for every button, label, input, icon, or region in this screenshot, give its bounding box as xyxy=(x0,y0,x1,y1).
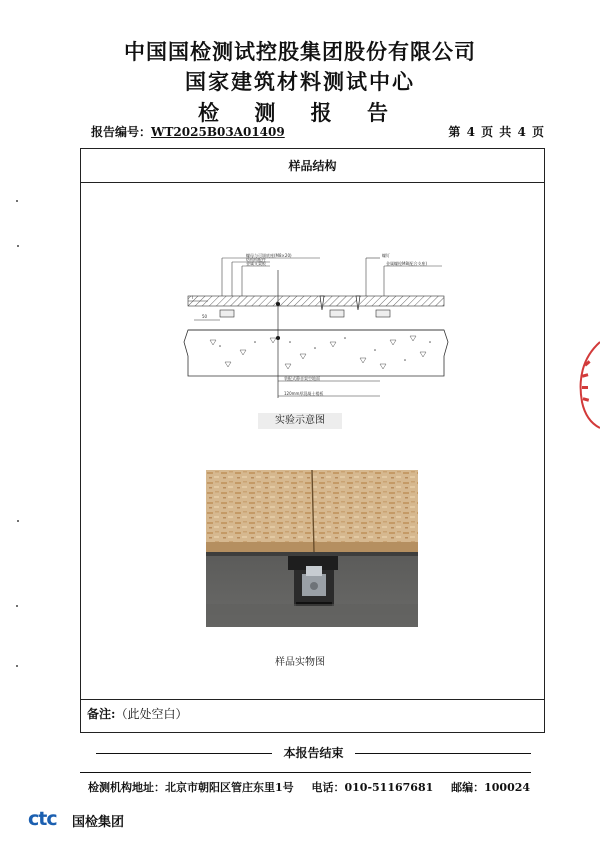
ctc-logo-mark: ctc xyxy=(28,808,57,830)
floor-board xyxy=(188,296,444,306)
scan-speck xyxy=(17,245,19,247)
pedestal-support xyxy=(288,556,338,606)
page-info: 第 4 页 共 4 页 xyxy=(448,125,544,139)
remarks-text: （此处空白） xyxy=(115,707,188,721)
sample-structure-box xyxy=(80,148,545,733)
diagram-label-2: 结构构配件 xyxy=(246,257,266,262)
experiment-diagram xyxy=(180,250,450,410)
footer-postcode: 邮编：100024 xyxy=(451,781,531,794)
diagram-label-5: 金属螺栓M8(配合支座) xyxy=(386,261,428,266)
diagram-caption: 实验示意图 xyxy=(258,413,342,429)
remarks-label: 备注: xyxy=(87,707,116,721)
scan-speck xyxy=(17,520,19,522)
end-of-report xyxy=(96,744,531,762)
report-number-value: WT2025B03A01409 xyxy=(151,125,285,139)
scan-speck xyxy=(16,200,18,202)
diagram-label-4: 螺钉 xyxy=(382,253,390,258)
pedestals xyxy=(220,310,390,317)
scan-speck xyxy=(16,665,18,667)
diagram-label-7: 120mm厚混凝土楼板 xyxy=(284,391,324,396)
footer-rule xyxy=(80,772,531,773)
end-line-right xyxy=(355,753,531,754)
footer-info xyxy=(88,779,544,795)
remarks-divider xyxy=(81,699,544,700)
footer-address: 检测机构地址：北京市朝阳区管庄东里1号 xyxy=(88,781,294,794)
company-name: 中国国检测试控股集团股份有限公司 xyxy=(124,39,476,64)
sample-photo xyxy=(206,470,418,627)
report-number xyxy=(91,123,285,140)
diagram-label-6: 装配式静音架空地面 xyxy=(284,376,320,381)
remarks xyxy=(87,705,187,722)
diagram-label-3: 金属支架板 xyxy=(246,261,266,266)
document-type: 检 测 报 告 xyxy=(198,100,402,125)
report-number-label: 报告编号： xyxy=(91,125,152,139)
svg-text:Ⅰ: Ⅰ xyxy=(192,295,194,300)
section-title: 样品结构 xyxy=(81,149,544,183)
end-text: 本报告结束 xyxy=(283,746,344,760)
seal-stamp-fragment xyxy=(572,340,600,430)
ctc-logo-text: 国检集团 xyxy=(72,815,125,830)
diagram-label-1: 螺母与可调底座(M8×20) xyxy=(246,253,292,258)
photo-caption: 样品实物图 xyxy=(275,657,325,668)
diagram-dimension: 50 xyxy=(202,314,208,319)
concrete-slab xyxy=(184,330,448,376)
footer-phone: 电话：010-51167681 xyxy=(311,781,434,794)
scan-speck xyxy=(16,605,18,607)
center-name: 国家建筑材料测试中心 xyxy=(185,69,415,94)
